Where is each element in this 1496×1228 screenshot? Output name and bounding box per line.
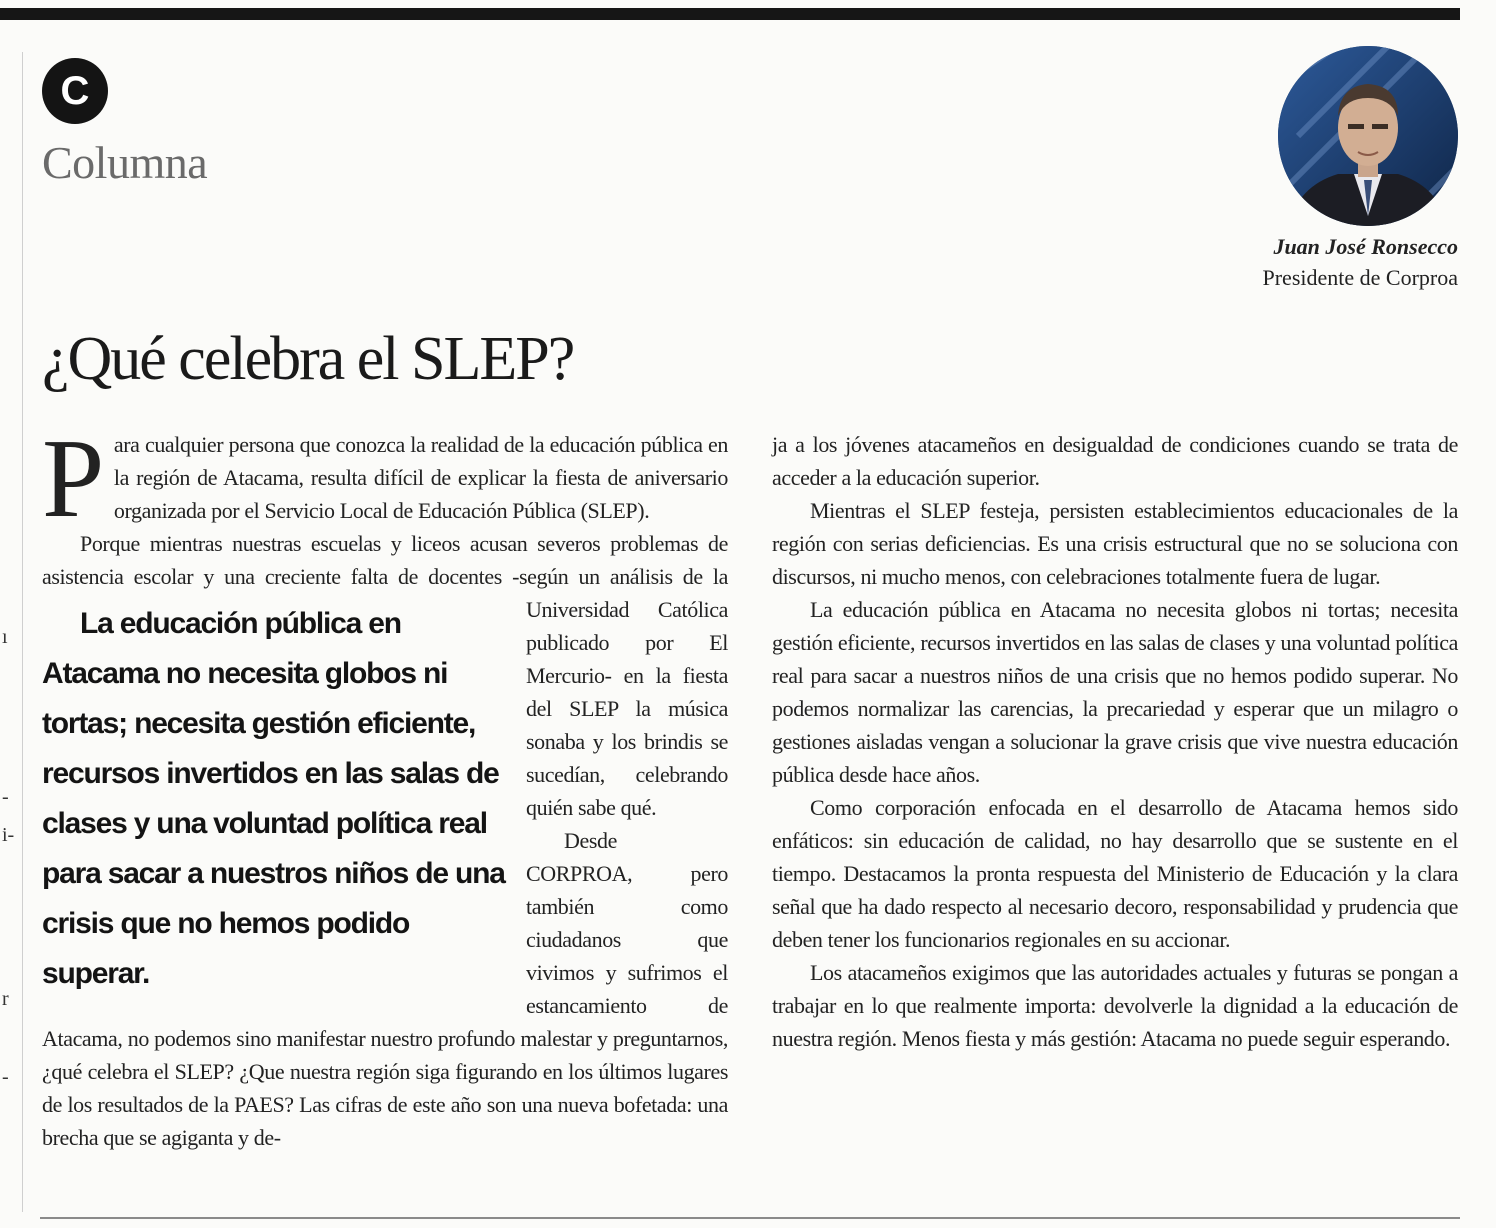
fragment-text: i- [2,824,15,846]
fragment-text: r [2,988,9,1010]
article-paragraph: Desde CORPROA, pero también como ciudadanos que vivimos y sufrimos el estancamiento de Atacama, no podemos sino manifestar nuestro profundo malestar y preguntarnos, ¿qué celebra el SLEP? ¿Que nuestra región siga figurando en los últimos lugares de los resultados de la PAES? Las cifras de este año son una nueva bofetada: una brecha que se agiganta y de- [42,828,728,1150]
fragment-text: - [2,786,9,808]
author-byline [1263,232,1459,294]
article-paragraph [42,417,728,541]
author-photo [1278,46,1458,226]
paragraph-text: Porque mientras nuestras escuelas y liceos acusan severos problemas de asistencia escolar y una creciente falta de docentes [42,531,728,589]
article-column-left [42,417,728,1154]
author-role: Presidente de Corproa [1262,265,1458,290]
article-paragraph: Como corporación enfocada en el desarrollo de Atacama hemos sido enfáticos: sin educación de calidad, no hay desarrollo que se sustente en el tiempo. Destacamos la pronta respuesta del Ministerio de Educación y la clara señal que ha dado respecto al necesario decoro, responsabilidad y prudencia que deben tener los funcionarios regionales en su accionar. [772,795,1458,952]
author-name: Juan José Ronsecco [1273,234,1458,259]
left-column-rule [22,52,23,1212]
article-column-right [772,428,1458,1055]
author-portrait-image [1278,46,1458,226]
drop-cap: P [42,417,104,541]
top-rule [0,8,1460,20]
fragment-text: - [2,1066,9,1088]
paragraph-text: ara cualquier persona que conozca la realidad de la educación pública en la región de Atacama, resulta difícil de explicar la fiesta de aniversario organizada por el Servicio Local de Educación Pública (SLEP). [113,432,728,523]
paragraph-text-continued: -según un análisis de la Universidad Católica publicado por El Mercurio- en la fiesta del SLEP la música sonaba y los brindis se sucedían, celebrando quién sabe qué. [512,564,728,820]
headline: ¿Qué celebra el SLEP? [42,325,574,393]
article-paragraph: La educación pública en Atacama no necesita globos ni tortas; necesita gestión eficiente, recursos invertidos en las salas de clases y una voluntad política real para sacar a nuestros niños de una crisis que no hemos podido superar. No podemos normalizar las carencias, la precariedad y esperar que un milagro o gestiones aisladas vengan a solucionar la grave crisis que vive nuestra educación pública desde hace años. [772,597,1458,787]
bottom-rule [40,1217,1460,1219]
article-paragraph: Los atacameños exigimos que las autoridades actuales y futuras se pongan a trabajar en lo que realmente importa: devolverle la dignidad a la educación de nuestra región. Menos fiesta y más gestión: Atacama no puede seguir esperando. [772,960,1458,1051]
pull-quote: La educación pública en Atacama no necesita globos ni tortas; necesita gestión eficiente, recursos invertidos en las salas de clases y una voluntad política real para sacar a nuestros niños de una crisis que no hemos podido superar. [42,607,505,990]
section-badge: C [42,58,108,124]
section-label: Columna [42,137,208,188]
article-paragraph: ja a los jóvenes atacameños en desigualdad de condiciones cuando se trata de acceder a la educación superior. [772,432,1458,490]
article-paragraph: Mientras el SLEP festeja, persisten establecimientos educacionales de la región con serias deficiencias. Es una crisis estructural que no se soluciona con discursos, ni mucho menos, con celebraciones totalmente fuera de lugar. [772,498,1458,589]
fragment-text: ı [2,626,8,648]
